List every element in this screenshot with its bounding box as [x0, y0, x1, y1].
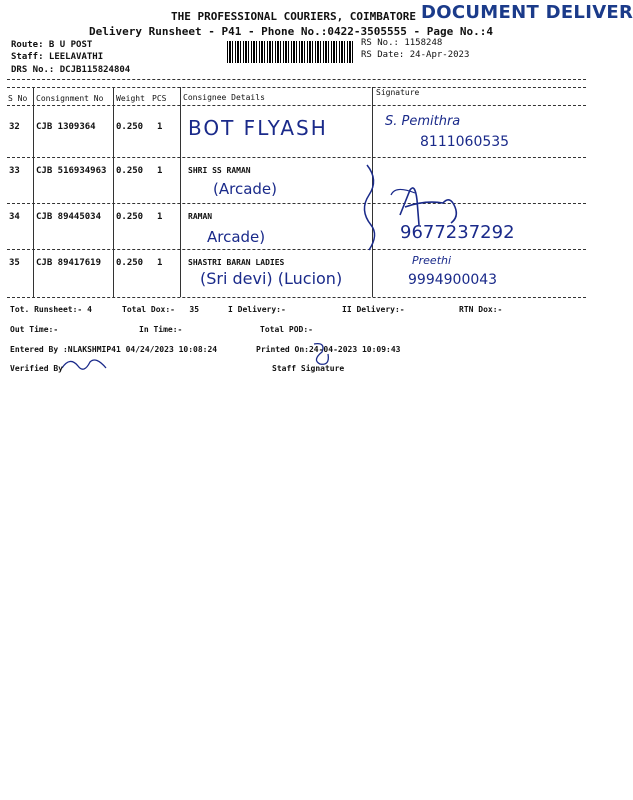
- column-rule: [180, 87, 181, 297]
- handwritten-phone: 9994900043: [408, 272, 498, 288]
- row-sno: 33: [9, 166, 20, 176]
- route-label: Route: B U POST: [11, 40, 93, 50]
- row-pcs: 1: [157, 166, 163, 176]
- col-header-consignee: Consignee Details: [183, 93, 265, 102]
- col-header-consignment: Consignment No: [36, 94, 104, 103]
- row-weight: 0.250: [116, 258, 144, 268]
- ii-delivery: II Delivery:-: [342, 305, 405, 314]
- row-pcs: 1: [157, 122, 163, 132]
- column-rule: [33, 87, 34, 297]
- row-sno: 35: [9, 258, 20, 268]
- printed-on: Printed On:24-04-2023 10:09:43: [256, 345, 401, 354]
- handwritten-signature: S. Pemithra: [385, 114, 461, 129]
- staff-signature: Staff Signature: [272, 364, 345, 373]
- column-rule: [113, 87, 114, 297]
- verified-by: Verified By: [10, 364, 63, 373]
- handwritten-consignee: (Sri devi) (Lucion): [200, 269, 343, 288]
- handwritten-consignee: (Arcade): [213, 180, 277, 198]
- handwritten-phone: 9677237292: [400, 222, 515, 243]
- row-consignee: SHRI SS RAMAN: [188, 166, 251, 175]
- row-consignment: CJB 89445034: [36, 212, 102, 222]
- verified-signature-scribble: [60, 354, 110, 378]
- row-consignee: RAMAN: [188, 212, 213, 221]
- row-pcs: 1: [157, 212, 163, 222]
- in-time: In Time:-: [139, 325, 183, 334]
- row-sno: 34: [9, 212, 20, 222]
- handwritten-consignee: Arcade): [207, 228, 266, 246]
- col-header-signature: Signature: [376, 88, 420, 97]
- row-weight: 0.250: [116, 212, 144, 222]
- col-header-weight: Weight: [116, 94, 145, 103]
- row-consignment: CJB 516934963: [36, 166, 107, 176]
- row-consignment: CJB 89417619: [36, 258, 102, 268]
- runsheet-subtitle: Delivery Runsheet - P41 - Phone No.:0422-3505555 - Page No.:4: [89, 25, 493, 38]
- rs-number: RS No.: 1158248: [361, 38, 443, 48]
- row-consignment: CJB 1309364: [36, 122, 96, 132]
- col-header-sno: S No: [8, 94, 28, 103]
- out-time: Out Time:-: [10, 325, 59, 334]
- i-delivery: I Delivery:-: [228, 305, 286, 314]
- row-weight: 0.250: [116, 166, 144, 176]
- handwritten-phone: 8111060535: [420, 134, 510, 150]
- document-delivered-stamp: DOCUMENT DELIVER: [421, 2, 633, 23]
- barcode: [227, 41, 354, 63]
- handwritten-signature-scribble: [355, 155, 585, 265]
- divider: [7, 79, 586, 80]
- divider: [7, 87, 586, 88]
- entered-by: Entered By :NLAKSHMIP41 04/24/2023 10:08:24: [10, 345, 218, 354]
- tot-runsheet: Tot. Runsheet:- 4: [10, 305, 92, 314]
- rs-date: RS Date: 24-Apr-2023: [361, 50, 470, 60]
- handwritten-consignee: BOT FLYASH: [188, 116, 328, 140]
- staff-label: Staff: LEELAVATHI: [11, 52, 104, 62]
- divider: [7, 297, 586, 298]
- company-name: THE PROFESSIONAL COURIERS, COIMBATORE: [171, 10, 417, 23]
- handwritten-signature: Preethi: [412, 254, 452, 267]
- rtn-dox: RTN Dox:-: [459, 305, 503, 314]
- row-sno: 32: [9, 122, 20, 132]
- divider: [7, 105, 586, 106]
- drs-number: DRS No.: DCJB115824804: [11, 65, 131, 75]
- row-pcs: 1: [157, 258, 163, 268]
- total-dox: Total Dox:- 35: [122, 305, 200, 314]
- row-consignee: SHASTRI BARAN LADIES: [188, 258, 285, 267]
- col-header-pcs: PCS: [152, 94, 167, 103]
- total-pod: Total POD:-: [260, 325, 313, 334]
- row-weight: 0.250: [116, 122, 144, 132]
